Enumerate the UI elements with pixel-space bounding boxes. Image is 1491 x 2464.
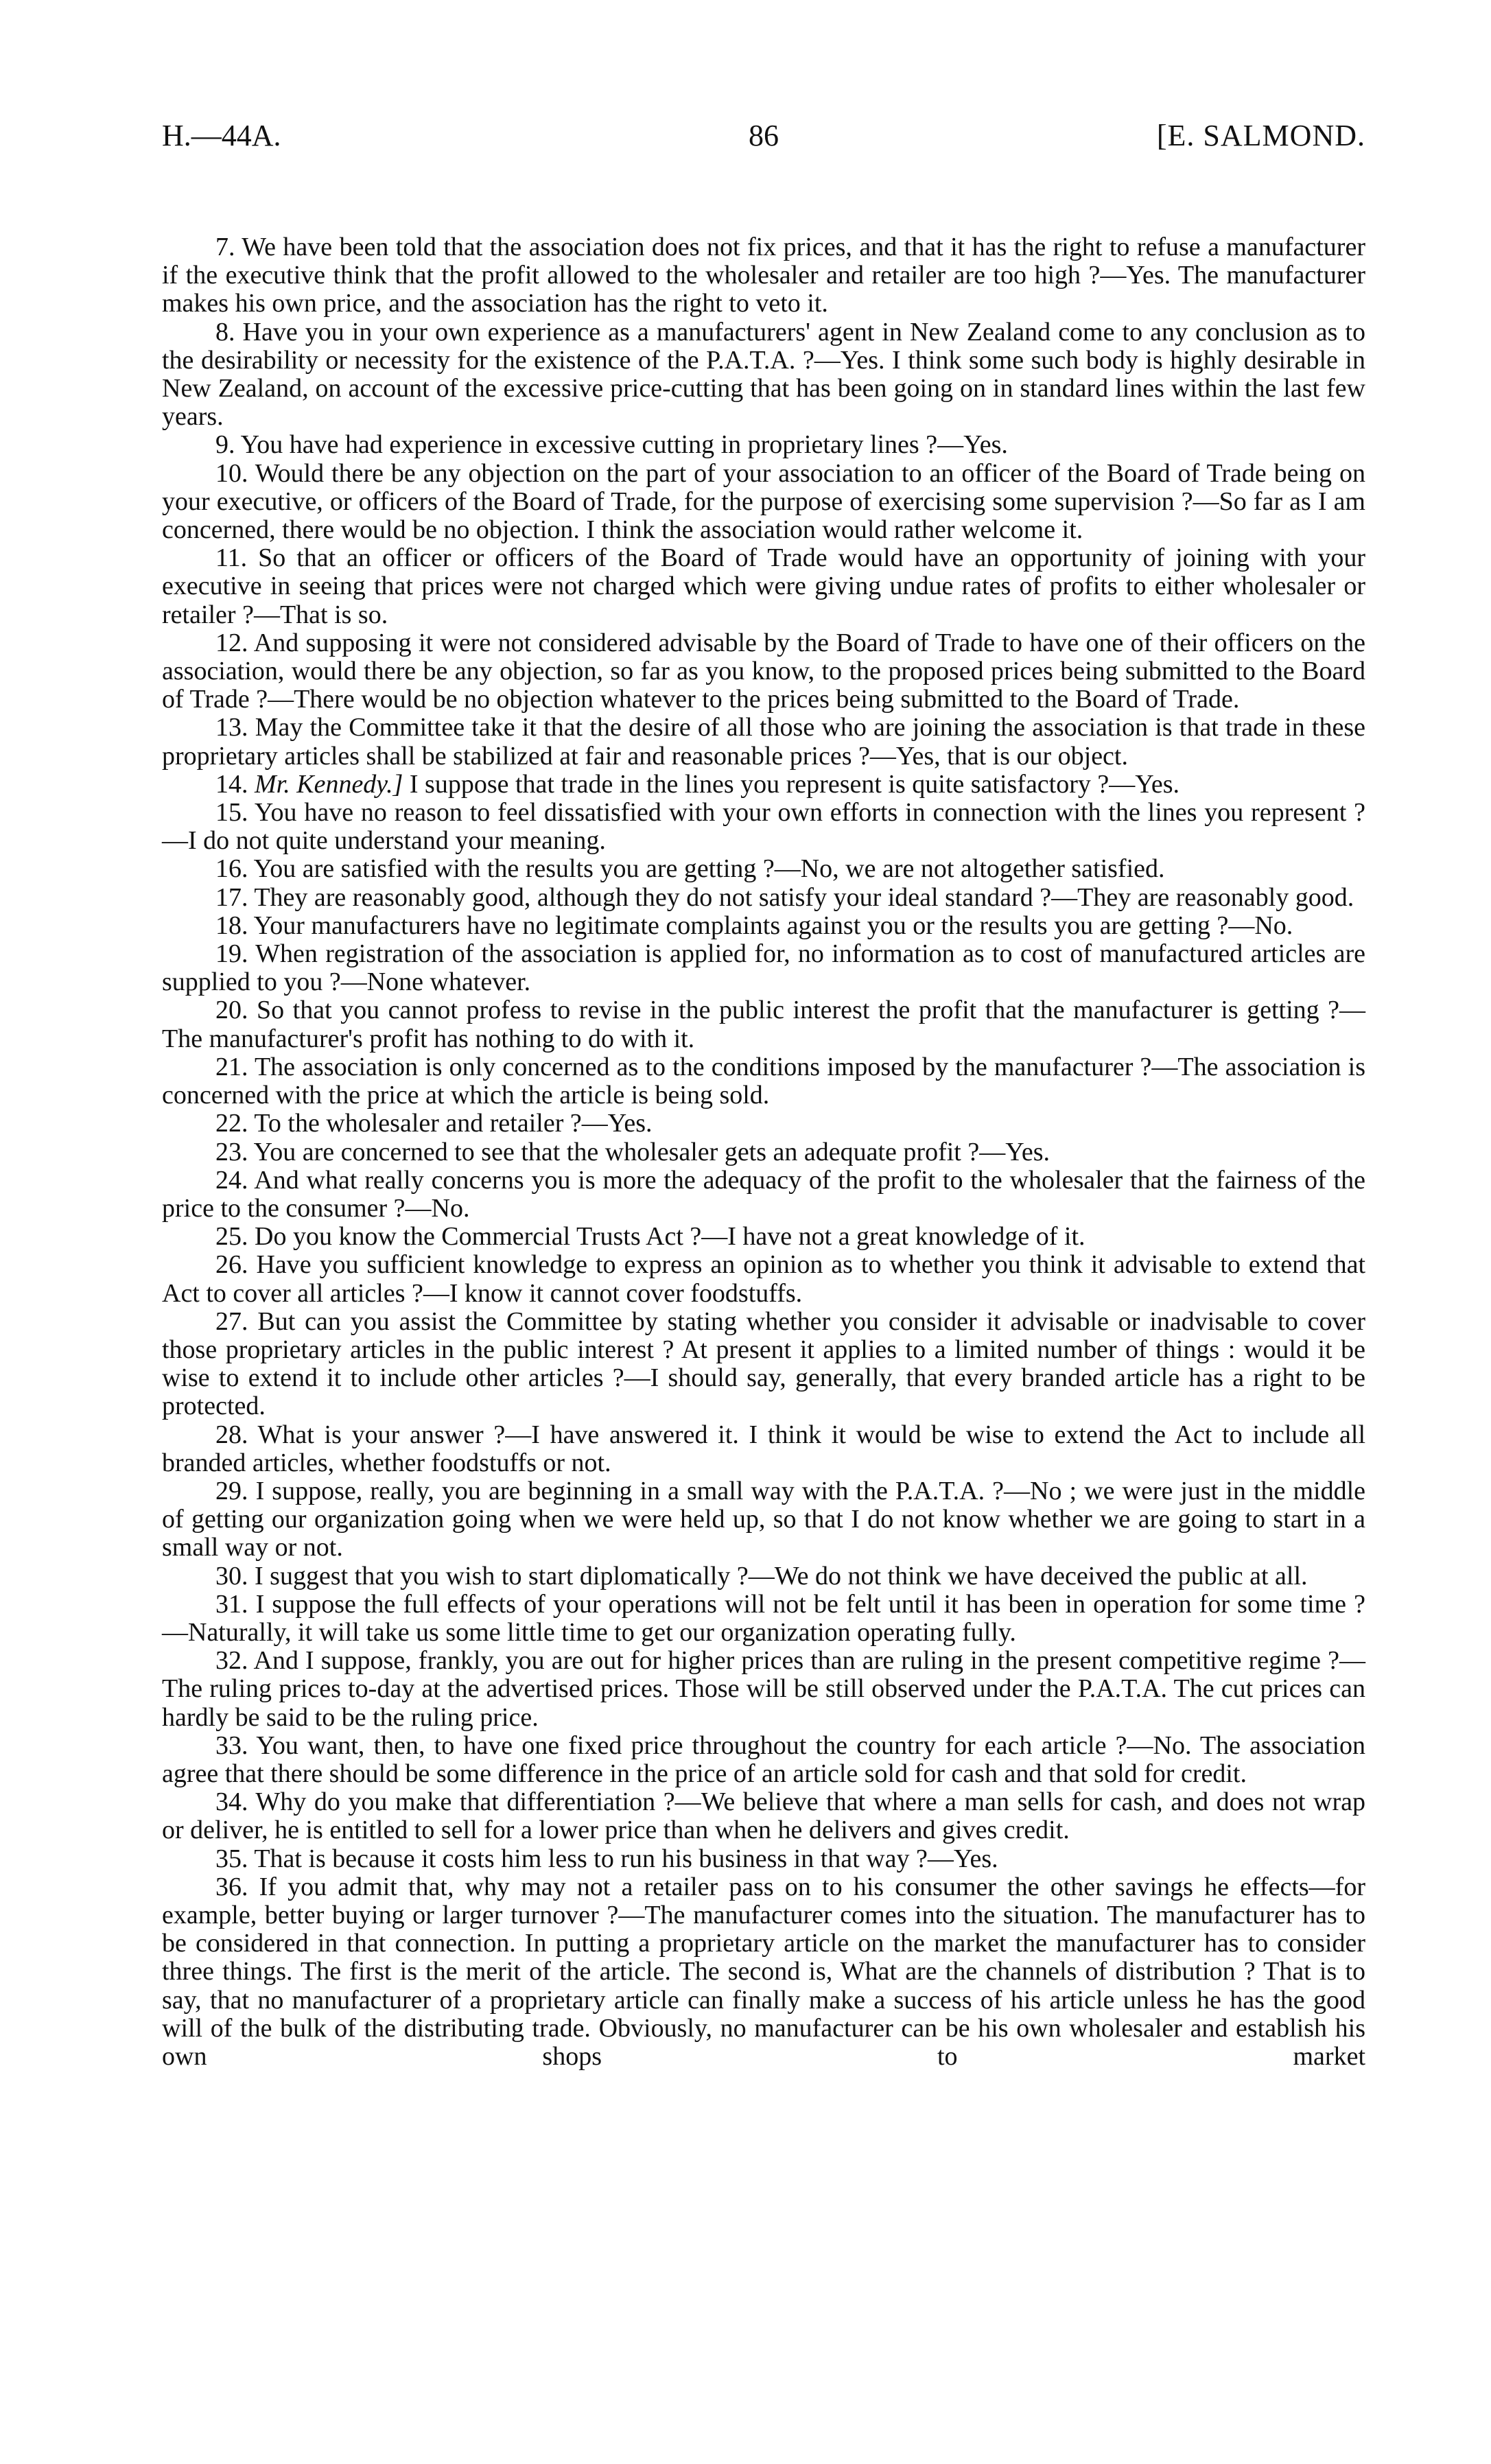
question-paragraph (162, 233, 1365, 318)
question-answer-text: That is because it costs him less to run his business in that way ?—Yes. (254, 1844, 998, 1873)
question-number: 8. (215, 317, 235, 347)
question-number: 7. (215, 233, 235, 261)
question-answer-text: To the wholesaler and retailer ?—Yes. (254, 1109, 653, 1138)
question-answer-text: You are concerned to see that the wholesaler gets an adequate profit ?—Yes. (253, 1137, 1050, 1166)
question-number: 36. (215, 1872, 248, 1901)
question-number: 16. (215, 854, 248, 884)
question-answer-text: May the Committee take it that the desire of all those who are joining the association is that trade in these proprietary articles shall be stabilized at fair and reasonable prices ?—Yes, that is our object. (162, 713, 1366, 771)
question-answer-text: Have you sufficient knowledge to express an opinion as to whether you think it advisable to extend that Act to cover all articles ?—I know it cannot cover foodstuffs. (162, 1250, 1365, 1308)
question-paragraph (162, 318, 1365, 432)
question-answer-text: You have had experience in excessive cutting in proprietary lines ?—Yes. (240, 430, 1008, 460)
question-answer-text: You are satisfied with the results you are getting ?—No, we are not altogether satisfied. (253, 854, 1165, 884)
question-answer-text: If you admit that, why may not a retailer pass on to his consumer the other savings he effects—for example, better buying or larger turnover ?—The manufacturer comes into the situation. The manufacturer has to be considered in that connection. In putting a proprietary article on the market the manufacturer has to consider three things. The first is the merit of the article. The second is, What are the channels of distribution ? That is to say, that no manufacturer of a proprietary article can finally make a success of his article unless he has the good will of the bulk of the distributing trade. Obviously, no manufacturer can be his own wholesaler and establish his own shops to market (162, 1872, 1365, 2071)
question-number: 17. (215, 882, 248, 912)
question-answer-text: Would there be any objection on the part of your association to an officer of the Board of Trade being on your executive, or officers of the Board of Trade, for the purpose of exercising some supervision ?—So far as I am concerned, there would be no objection. I think the association would rather welcome it. (162, 458, 1365, 545)
question-number: 29. (215, 1476, 248, 1505)
question-paragraph (162, 855, 1365, 883)
question-number: 20. (215, 996, 248, 1025)
question-answer-text: Why do you make that differentiation ?—We believe that where a man sells for cash, and does not wrap or deliver, he is entitled to sell for a lower price than when he delivers and gives credit. (162, 1787, 1365, 1845)
question-number: 11. (215, 543, 248, 573)
question-answer-text: But can you assist the Committee by stating whether you consider it advisable or inadvisable to cover those proprietary articles in the public interest ? At present it applies to a limited number of things : would it be wise to extend it to include other articles ?—I should say, generally, that every branded article has a right to be protected. (162, 1306, 1365, 1421)
question-number: 25. (215, 1222, 248, 1252)
question-paragraph (162, 1166, 1365, 1223)
question-number: 28. (215, 1420, 248, 1449)
question-paragraph (162, 431, 1365, 459)
question-paragraph (162, 460, 1365, 545)
question-number: 34. (215, 1787, 248, 1817)
question-number: 19. (215, 939, 248, 969)
question-paragraph (162, 1732, 1365, 1788)
question-paragraph (162, 1845, 1365, 1873)
question-answer-text: And I suppose, frankly, you are out for higher prices than are ruling in the present competitive regime ?—The ruling prices to-day at the advertised prices. Those will be still observed under the P.A.T.A. The cut prices can hardly be said to be the ruling price. (162, 1646, 1365, 1732)
question-paragraph (162, 1251, 1365, 1307)
question-number: 24. (215, 1165, 248, 1195)
question-paragraph (162, 1562, 1365, 1591)
question-number: 35. (215, 1844, 248, 1873)
question-number: 21. (215, 1052, 248, 1081)
question-answer-text: And what really concerns you is more the adequacy of the profit to the wholesaler that the fairness of the price to the consumer ?—No. (162, 1165, 1366, 1223)
question-number: 27. (215, 1306, 248, 1336)
question-number: 15. (215, 798, 248, 828)
witness-name: [E. SALMOND. (1156, 119, 1365, 152)
question-paragraph (162, 996, 1365, 1053)
question-answer-text: The association is only concerned as to the conditions imposed by the manufacturer ?—The association is concerned with the price at which the article is being sold. (162, 1052, 1365, 1110)
testimony-body (162, 233, 1365, 2071)
question-answer-text: When registration of the association is applied for, no information as to cost of manufactured articles are supplied to you ?—None whatever. (162, 939, 1365, 997)
question-number: 31. (215, 1589, 248, 1619)
question-paragraph (162, 1788, 1365, 1844)
question-paragraph (162, 1647, 1365, 1732)
question-number: 22. (215, 1109, 248, 1138)
question-paragraph (162, 714, 1365, 770)
question-paragraph (162, 1477, 1365, 1562)
question-number: 23. (215, 1137, 248, 1166)
question-number: 30. (215, 1561, 248, 1591)
question-answer-text: I suppose, really, you are beginning in a small way with the P.A.T.A. ?—No ; we were just in the middle of getting our organization going when we were held up, so that I do not know whether we are going to start in a small way or not. (162, 1476, 1366, 1562)
question-answer-text: I suppose that trade in the lines you represent is quite satisfactory ?—Yes. (409, 769, 1180, 799)
document-reference: H.—44A. (162, 119, 281, 152)
question-paragraph (162, 799, 1365, 855)
question-paragraph (162, 912, 1365, 940)
question-answer-text: I suppose the full effects of your operations will not be felt until it has been in operation for some time ?—Naturally, it will take us some little time to get our organization operating fully. (162, 1589, 1365, 1647)
question-answer-text: You want, then, to have one fixed price throughout the country for each article ?—No. The association agree that there should be some difference in the price of an article sold for cash and that sold for credit. (162, 1730, 1365, 1788)
page-number: 86 (749, 119, 779, 152)
question-number: 12. (215, 628, 248, 657)
question-answer-text: Your manufacturers have no legitimate complaints against you or the results you are getting ?—No. (253, 911, 1293, 940)
question-answer-text: So that you cannot profess to revise in the public interest the profit that the manufacturer is getting ?—The manufacturer's profit has nothing to do with it. (162, 996, 1365, 1053)
question-number: 10. (215, 458, 248, 488)
question-paragraph (162, 1421, 1365, 1477)
question-answer-text: So that an officer or officers of the Board of Trade would have an opportunity of joining with your executive in seeing that prices were not charged which were giving undue rates of profits to either wholesaler or retailer ?—That is so. (162, 543, 1365, 629)
question-answer-text: They are reasonably good, although they do not satisfy your ideal standard ?—They are reasonably good. (254, 882, 1354, 912)
question-answer-text: Do you know the Commercial Trusts Act ?—I have not a great knowledge of it. (255, 1222, 1085, 1252)
question-number: 14. (215, 769, 248, 799)
question-number: 18. (215, 911, 248, 940)
question-number: 9. (215, 430, 235, 460)
question-paragraph (162, 629, 1365, 714)
question-paragraph (162, 1110, 1365, 1138)
question-paragraph (162, 1591, 1365, 1647)
page-header (162, 118, 1365, 159)
question-answer-text: You have no reason to feel dissatisfied with your own efforts in connection with the lines you represent ?—I do not quite understand your meaning. (162, 798, 1365, 856)
question-paragraph (162, 1138, 1365, 1166)
question-number: 32. (215, 1646, 248, 1676)
question-paragraph (162, 1308, 1365, 1421)
question-number: 13. (215, 713, 248, 742)
question-paragraph (162, 544, 1365, 629)
question-answer-text: What is your answer ?—I have answered it. I think it would be wise to extend the Act to include all branded articles, whether foodstuffs or not. (162, 1420, 1365, 1477)
question-paragraph (162, 1873, 1365, 2071)
question-paragraph (162, 940, 1365, 996)
question-paragraph (162, 771, 1365, 799)
speaker-name: Mr. Kennedy.] (255, 769, 403, 799)
question-answer-text: And supposing it were not considered advisable by the Board of Trade to have one of their officers on the association, would there be any objection, so far as you know, to the proposed prices being submitted to the Board of Trade ?—There would be no objection whatever to the prices being submitted to the Board of Trade. (162, 628, 1365, 714)
question-answer-text: We have been told that the association does not fix prices, and that it has the right to refuse a manufacturer if the executive think that the profit allowed to the wholesaler and retailer are too high ?—Yes. The manufacturer makes his own price, and the association has the right to veto it. (162, 233, 1365, 318)
question-paragraph (162, 1053, 1365, 1110)
question-number: 33. (215, 1730, 248, 1760)
question-paragraph (162, 884, 1365, 912)
question-number: 26. (215, 1250, 248, 1280)
question-answer-text: I suggest that you wish to start diplomatically ?—We do not think we have deceived the public at all. (255, 1561, 1308, 1591)
question-paragraph (162, 1223, 1365, 1251)
question-answer-text: Have you in your own experience as a manufacturers' agent in New Zealand come to any conclusion as to the desirability or necessity for the existence of the P.A.T.A. ?—Yes. I think some such body is highly desirable in New Zealand, on account of the excessive price-cutting that has been going on in standard lines within the last few years. (162, 317, 1365, 432)
